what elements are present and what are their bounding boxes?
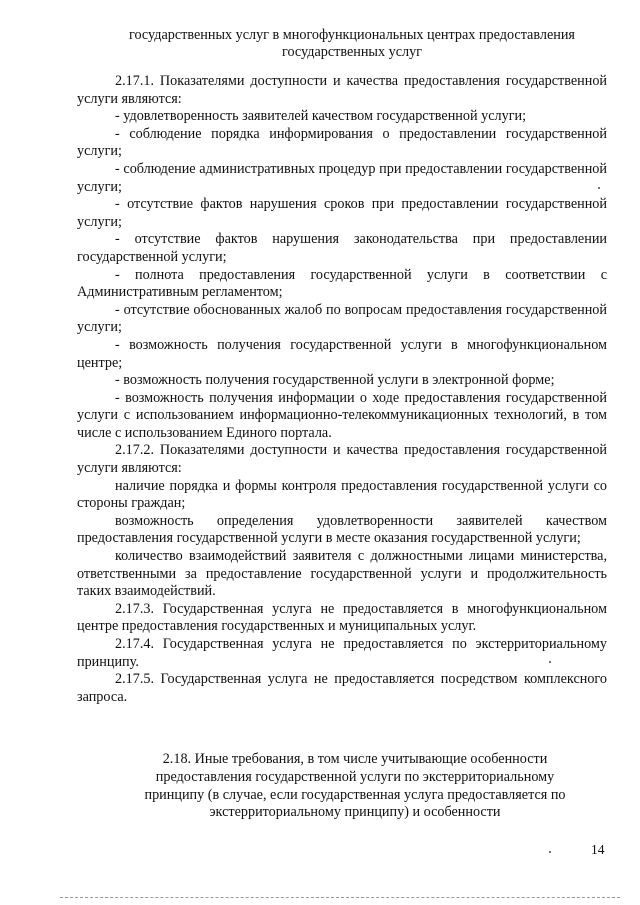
list-item: - возможность получения государственной услуги в электронной форме; <box>115 372 555 389</box>
paragraph: 2.17.1. Показателями доступности и качества предоставления государственной услуги являются: <box>77 73 607 107</box>
list-item: наличие порядка и формы контроля предоставления государственной услуги со стороны граждан; <box>77 477 607 512</box>
list-item: - возможность получения информации о ходе предоставления государственной услуги с использованием информационно-телекоммуникационных технологий, в том числе с использованием Единого портала. <box>77 389 607 441</box>
list-item: - соблюдение порядка информирования о предоставлении государственной услуги; <box>77 125 607 160</box>
list-item: возможность определения удовлетворенности заявителей качеством предоставления государственной услуги в месте оказания государственной услуги; <box>77 512 607 547</box>
list-item: - удовлетворенность заявителей качеством государственной услуги; <box>115 108 527 125</box>
scan-speck <box>549 661 551 663</box>
section-heading-line-2: предоставления государственной услуги по экстерриториальному <box>155 768 555 785</box>
scan-bottom-edge <box>60 897 620 898</box>
list-item: - полнота предоставления государственной услуги в соответствии с Административным регламентом; <box>77 266 607 301</box>
list-item: - отсутствие обоснованных жалоб по вопросам предоставления государственной услуги; <box>77 301 607 336</box>
paragraph: 2.17.2. Показателями доступности и качества предоставления государственной услуги являются: <box>77 442 607 477</box>
header-line-2: государственных услуг <box>282 44 422 60</box>
list-item: - отсутствие фактов нарушения сроков при предоставлении государственной услуги; <box>77 196 607 230</box>
paragraph: 2.17.5. Государственная услуга не предоставляется посредством комплексного запроса. <box>77 671 607 705</box>
list-item: - отсутствие фактов нарушения законодательства при предоставлении государственной услуги; <box>77 231 607 265</box>
list-item: - возможность получения государственной услуги в многофункциональном центре; <box>77 336 607 371</box>
page-header <box>112 27 592 61</box>
header-line-1: государственных услуг в многофункциональных центрах предоставления <box>129 27 575 43</box>
list-item: - соблюдение административных процедур при предоставлении государственной услуги; <box>77 160 607 195</box>
list-item: количество взаимодействий заявителя с должностными лицами министерства, ответственными за предоставление государственной услуги и продолжительность таких взаимодействий. <box>77 548 607 600</box>
section-heading-line-4: экстерриториальному принципу) и особенности <box>209 804 501 821</box>
body-paragraphs <box>77 73 607 706</box>
section-heading-line-1: 2.18. Иные требования, в том числе учитывающие особенности <box>162 751 548 767</box>
scan-speck <box>598 187 600 189</box>
scan-speck <box>549 851 551 853</box>
section-heading <box>120 751 590 822</box>
page-number: 14 <box>591 842 605 857</box>
paragraph: 2.17.3. Государственная услуга не предоставляется в многофункциональном центре предоставления государственных и муниципальных услуг. <box>77 600 607 635</box>
paragraph: 2.17.4. Государственная услуга не предоставляется по экстерриториальному принципу. <box>77 636 607 670</box>
section-heading-line-3: принципу (в случае, если государственная услуга предоставляется по <box>144 786 566 803</box>
